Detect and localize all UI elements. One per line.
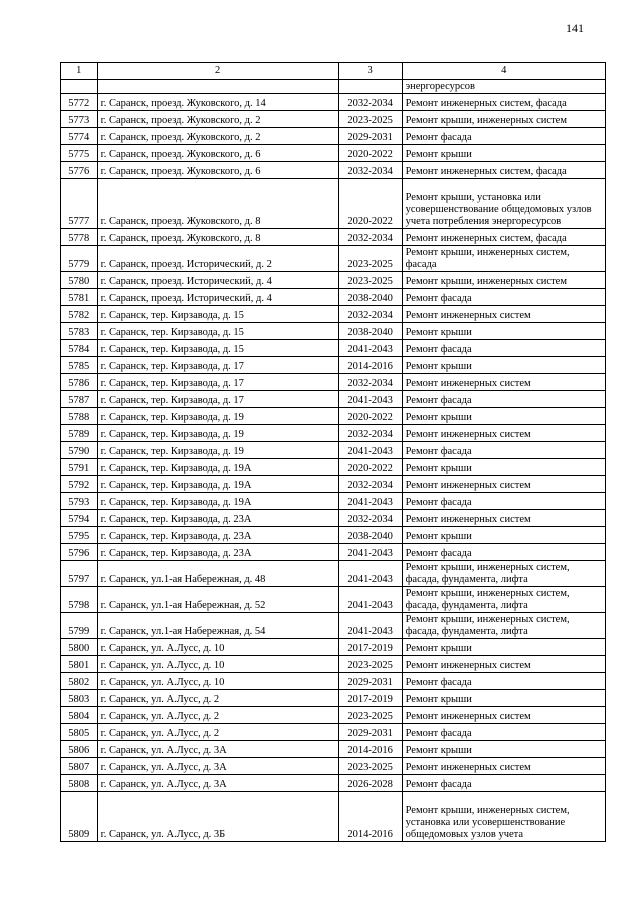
header-row [61,63,606,80]
row-number: 5778 [61,229,98,246]
row-number: 5781 [61,289,98,306]
column-header: 4 [402,63,605,80]
row-years: 2020-2022 [338,145,402,162]
row-number: 5807 [61,758,98,775]
row-work-type: Ремонт крыши, инженерных систем [402,272,605,289]
row-years: 2041-2043 [338,391,402,408]
table-row [61,272,606,289]
row-number: 5780 [61,272,98,289]
row-number: 5773 [61,111,98,128]
row-work-type: Ремонт инженерных систем [402,306,605,323]
row-years: 2029-2031 [338,724,402,741]
row-number: 5798 [61,587,98,613]
row-number: 5809 [61,792,98,842]
row-years: 2041-2043 [338,613,402,639]
table-row [61,758,606,775]
table-row [61,289,606,306]
capital-repair-table [60,62,606,842]
row-address: г. Саранск, проезд. Жуковского, д. 8 [97,229,338,246]
table-row [61,357,606,374]
row-years: 2023-2025 [338,656,402,673]
row-work-type: Ремонт инженерных систем [402,656,605,673]
row-number: 5782 [61,306,98,323]
row-number: 5788 [61,408,98,425]
column-header: 2 [97,63,338,80]
row-work-type: Ремонт крыши [402,408,605,425]
row-address: г. Саранск, ул. А.Лусс, д. 3А [97,758,338,775]
continuation-row [61,80,606,94]
row-work-type: Ремонт фасада [402,724,605,741]
row-work-type: Ремонт инженерных систем, фасада [402,229,605,246]
row-address: г. Саранск, проезд. Жуковского, д. 6 [97,162,338,179]
row-address: г. Саранск, тер. Кирзавода, д. 19А [97,459,338,476]
table-row [61,510,606,527]
row-address: г. Саранск, ул. А.Лусс, д. 2 [97,724,338,741]
row-work-type: Ремонт фасада [402,775,605,792]
row-years [338,80,402,94]
row-work-type: Ремонт фасада [402,442,605,459]
row-address: г. Саранск, тер. Кирзавода, д. 15 [97,340,338,357]
row-work-type: Ремонт инженерных систем [402,758,605,775]
row-work-type: Ремонт крыши [402,357,605,374]
row-work-type: Ремонт крыши [402,639,605,656]
row-work-type: Ремонт крыши, установка или усовершенствование общедомовых узлов учета потребления энергоресурсов [402,179,605,229]
row-number: 5806 [61,741,98,758]
row-address: г. Саранск, тер. Кирзавода, д. 23А [97,527,338,544]
row-years: 2020-2022 [338,408,402,425]
table-row [61,128,606,145]
row-years: 2014-2016 [338,792,402,842]
table-row [61,459,606,476]
row-years: 2026-2028 [338,775,402,792]
row-years: 2020-2022 [338,179,402,229]
row-number: 5786 [61,374,98,391]
row-years: 2041-2043 [338,442,402,459]
row-number: 5779 [61,246,98,272]
row-number: 5790 [61,442,98,459]
row-work-type: Ремонт инженерных систем, фасада [402,162,605,179]
row-work-type: Ремонт инженерных систем [402,510,605,527]
row-address: г. Саранск, проезд. Жуковского, д. 8 [97,179,338,229]
row-address: г. Саранск, ул. А.Лусс, д. 3А [97,741,338,758]
row-address: г. Саранск, проезд. Исторический, д. 4 [97,289,338,306]
table-row [61,527,606,544]
row-years: 2041-2043 [338,340,402,357]
row-number: 5799 [61,613,98,639]
row-address: г. Саранск, проезд. Жуковского, д. 2 [97,128,338,145]
table-row [61,587,606,613]
row-number: 5775 [61,145,98,162]
row-address: г. Саранск, тер. Кирзавода, д. 19 [97,442,338,459]
table-row [61,561,606,587]
row-number: 5792 [61,476,98,493]
row-number: 5776 [61,162,98,179]
row-years: 2041-2043 [338,587,402,613]
row-number: 5803 [61,690,98,707]
row-address: г. Саранск, ул. А.Лусс, д. 10 [97,639,338,656]
row-address: г. Саранск, тер. Кирзавода, д. 15 [97,306,338,323]
row-address [97,80,338,94]
table-row [61,229,606,246]
row-address: г. Саранск, проезд. Исторический, д. 4 [97,272,338,289]
row-years: 2041-2043 [338,544,402,561]
row-years: 2023-2025 [338,707,402,724]
continuation-text: энергоресурсов [402,80,605,94]
row-number: 5785 [61,357,98,374]
row-address: г. Саранск, проезд. Жуковского, д. 2 [97,111,338,128]
table-row [61,425,606,442]
row-years: 2038-2040 [338,323,402,340]
row-years: 2029-2031 [338,673,402,690]
row-work-type: Ремонт крыши, инженерных систем, фасада [402,246,605,272]
row-work-type: Ремонт крыши [402,741,605,758]
table-row [61,613,606,639]
table-row [61,391,606,408]
row-number: 5772 [61,94,98,111]
row-work-type: Ремонт инженерных систем, фасада [402,94,605,111]
row-years: 2023-2025 [338,111,402,128]
row-number: 5797 [61,561,98,587]
table-row [61,544,606,561]
table-row [61,673,606,690]
row-years: 2020-2022 [338,459,402,476]
row-number: 5794 [61,510,98,527]
table-row [61,792,606,842]
row-years: 2032-2034 [338,306,402,323]
row-number: 5808 [61,775,98,792]
row-years: 2023-2025 [338,272,402,289]
row-number: 5804 [61,707,98,724]
row-address: г. Саранск, ул.1-ая Набережная, д. 54 [97,613,338,639]
row-work-type: Ремонт инженерных систем [402,707,605,724]
row-years: 2038-2040 [338,289,402,306]
row-number: 5789 [61,425,98,442]
row-work-type: Ремонт инженерных систем [402,374,605,391]
row-address: г. Саранск, тер. Кирзавода, д. 23А [97,544,338,561]
row-number: 5800 [61,639,98,656]
row-years: 2032-2034 [338,425,402,442]
row-address: г. Саранск, тер. Кирзавода, д. 15 [97,323,338,340]
row-address: г. Саранск, тер. Кирзавода, д. 19А [97,493,338,510]
row-years: 2023-2025 [338,758,402,775]
row-number: 5791 [61,459,98,476]
row-years: 2038-2040 [338,527,402,544]
row-number: 5802 [61,673,98,690]
row-years: 2032-2034 [338,94,402,111]
row-years: 2032-2034 [338,374,402,391]
row-work-type: Ремонт фасада [402,391,605,408]
row-work-type: Ремонт крыши, инженерных систем, установка или усовершенствование общедомовых узлов учета [402,792,605,842]
row-address: г. Саранск, ул. А.Лусс, д. 3А [97,775,338,792]
row-address: г. Саранск, проезд. Жуковского, д. 14 [97,94,338,111]
row-years: 2017-2019 [338,639,402,656]
column-header: 3 [338,63,402,80]
table-row [61,340,606,357]
row-work-type: Ремонт фасада [402,340,605,357]
row-work-type: Ремонт крыши [402,690,605,707]
row-years: 2032-2034 [338,510,402,527]
row-years: 2032-2034 [338,476,402,493]
row-address: г. Саранск, тер. Кирзавода, д. 17 [97,391,338,408]
row-work-type: Ремонт крыши, инженерных систем, фасада, фундамента, лифта [402,561,605,587]
row-address: г. Саранск, ул. А.Лусс, д. 2 [97,707,338,724]
table-row [61,476,606,493]
row-work-type: Ремонт крыши, инженерных систем [402,111,605,128]
row-number: 5801 [61,656,98,673]
row-work-type: Ремонт фасада [402,673,605,690]
row-work-type: Ремонт инженерных систем [402,476,605,493]
row-number: 5787 [61,391,98,408]
table-row [61,323,606,340]
row-work-type: Ремонт крыши [402,527,605,544]
table-row [61,493,606,510]
row-work-type: Ремонт фасада [402,289,605,306]
row-work-type: Ремонт фасада [402,544,605,561]
row-address: г. Саранск, тер. Кирзавода, д. 23А [97,510,338,527]
table-row [61,724,606,741]
row-work-type: Ремонт крыши [402,459,605,476]
row-address: г. Саранск, тер. Кирзавода, д. 17 [97,357,338,374]
row-number [61,80,98,94]
table-row [61,162,606,179]
row-number: 5795 [61,527,98,544]
row-address: г. Саранск, тер. Кирзавода, д. 19А [97,476,338,493]
table-row [61,145,606,162]
row-address: г. Саранск, тер. Кирзавода, д. 19 [97,408,338,425]
row-address: г. Саранск, тер. Кирзавода, д. 17 [97,374,338,391]
row-years: 2014-2016 [338,357,402,374]
row-address: г. Саранск, тер. Кирзавода, д. 19 [97,425,338,442]
table-row [61,246,606,272]
table-row [61,639,606,656]
row-years: 2023-2025 [338,246,402,272]
row-years: 2041-2043 [338,493,402,510]
row-address: г. Саранск, ул. А.Лусс, д. 10 [97,673,338,690]
table-row [61,741,606,758]
row-number: 5774 [61,128,98,145]
row-address: г. Саранск, проезд. Исторический, д. 2 [97,246,338,272]
row-address: г. Саранск, проезд. Жуковского, д. 6 [97,145,338,162]
row-number: 5783 [61,323,98,340]
table-row [61,374,606,391]
row-address: г. Саранск, ул.1-ая Набережная, д. 52 [97,587,338,613]
row-work-type: Ремонт фасада [402,128,605,145]
row-work-type: Ремонт крыши, инженерных систем, фасада, фундамента, лифта [402,587,605,613]
row-work-type: Ремонт фасада [402,493,605,510]
row-number: 5796 [61,544,98,561]
table-row [61,442,606,459]
row-years: 2041-2043 [338,561,402,587]
table-row [61,94,606,111]
table-row [61,111,606,128]
row-years: 2032-2034 [338,162,402,179]
row-work-type: Ремонт инженерных систем [402,425,605,442]
row-number: 5784 [61,340,98,357]
row-number: 5805 [61,724,98,741]
row-years: 2017-2019 [338,690,402,707]
row-work-type: Ремонт крыши [402,145,605,162]
row-work-type: Ремонт крыши, инженерных систем, фасада, фундамента, лифта [402,613,605,639]
table-row [61,690,606,707]
table-row [61,306,606,323]
row-work-type: Ремонт крыши [402,323,605,340]
column-header: 1 [61,63,98,80]
row-address: г. Саранск, ул.1-ая Набережная, д. 48 [97,561,338,587]
row-number: 5777 [61,179,98,229]
table-row [61,775,606,792]
row-years: 2032-2034 [338,229,402,246]
table-row [61,408,606,425]
page-number: 141 [566,21,584,35]
row-years: 2029-2031 [338,128,402,145]
row-number: 5793 [61,493,98,510]
row-address: г. Саранск, ул. А.Лусс, д. 10 [97,656,338,673]
table-row [61,179,606,229]
row-address: г. Саранск, ул. А.Лусс, д. 2 [97,690,338,707]
row-address: г. Саранск, ул. А.Лусс, д. 3Б [97,792,338,842]
row-years: 2014-2016 [338,741,402,758]
table-row [61,707,606,724]
table-row [61,656,606,673]
